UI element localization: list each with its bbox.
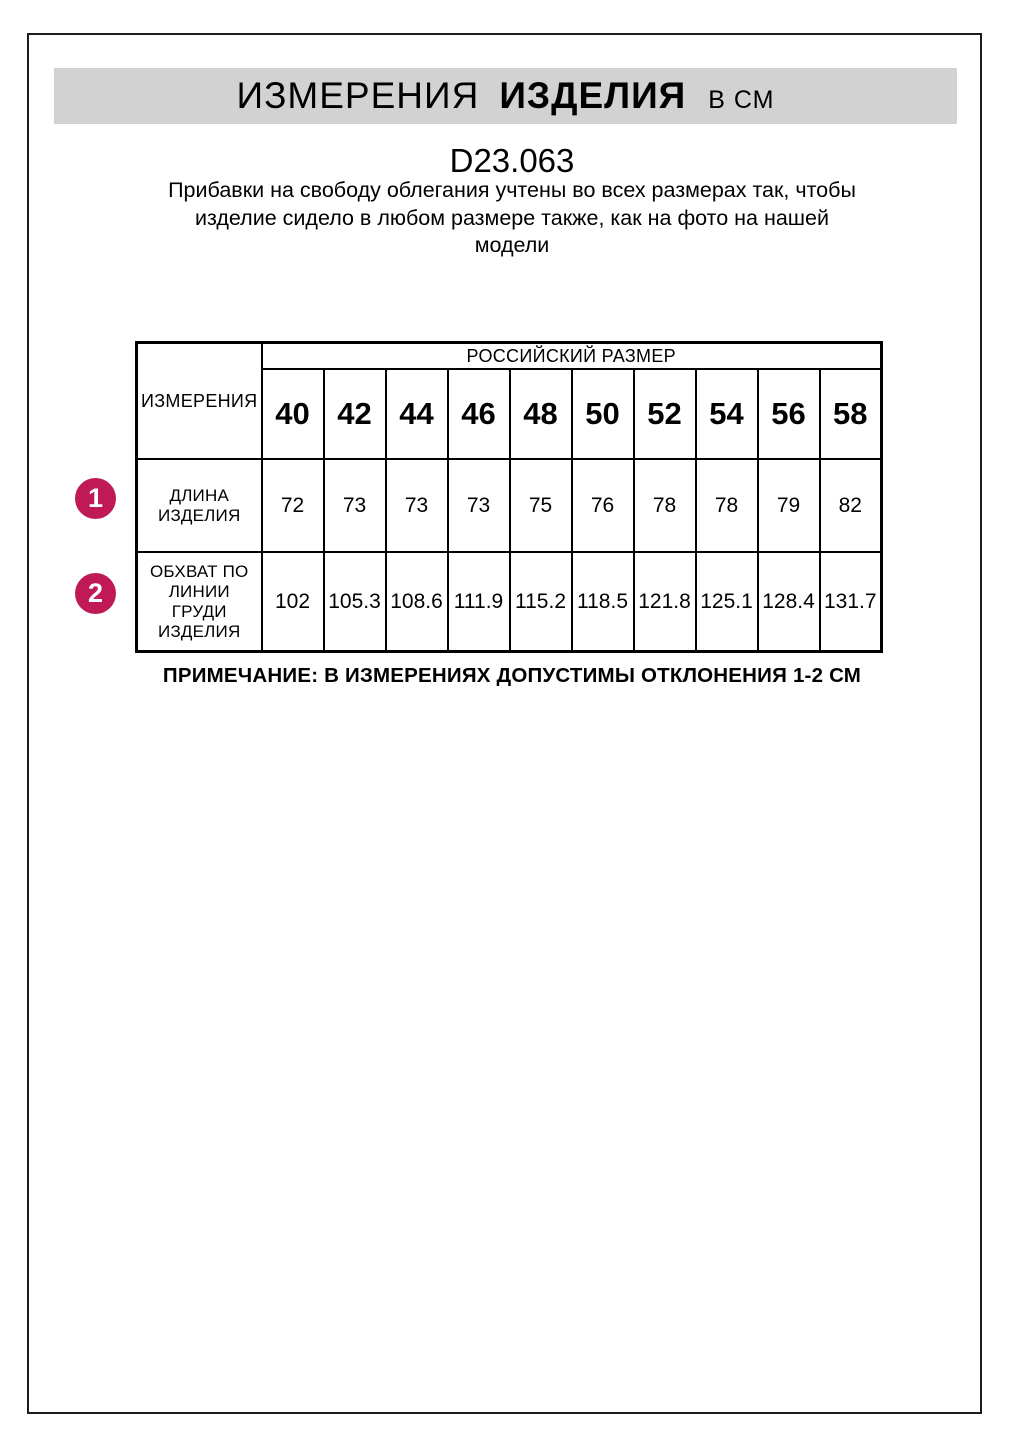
size-header-44: 44 (386, 369, 448, 459)
size-header-56: 56 (758, 369, 820, 459)
fit-description-line: модели (474, 233, 550, 257)
russian-size-header: РОССИЙСКИЙ РАЗМЕР (262, 343, 882, 370)
title-word-measurements: ИЗМЕРЕНИЯ (236, 75, 480, 116)
size-header-42: 42 (324, 369, 386, 459)
size-header-50: 50 (572, 369, 634, 459)
value-cell: 79 (758, 459, 820, 552)
size-header-46: 46 (448, 369, 510, 459)
value-cell: 105.3 (324, 552, 386, 652)
table-row-length (137, 459, 882, 552)
table-row-chest-girth (137, 552, 882, 652)
size-header-48: 48 (510, 369, 572, 459)
tolerance-note: ПРИМЕЧАНИЕ: В ИЗМЕРЕНИЯХ ДОПУСТИМЫ ОТКЛОНЕНИЯ 1-2 СМ (162, 664, 862, 687)
value-cell: 73 (386, 459, 448, 552)
title-bar (54, 68, 957, 124)
value-cell: 82 (820, 459, 882, 552)
title-unit-cm: В СМ (708, 86, 775, 114)
value-cell: 78 (634, 459, 696, 552)
value-cell: 72 (262, 459, 324, 552)
fit-description-line: Прибавки на свободу облегания учтены во всех размерах так, чтобы (168, 178, 856, 202)
value-cell: 78 (696, 459, 758, 552)
value-cell: 75 (510, 459, 572, 552)
value-cell: 115.2 (510, 552, 572, 652)
model-code: D23.063 (449, 142, 575, 179)
title-word-product: ИЗДЕЛИЯ (499, 75, 687, 116)
row-label-chest-girth (137, 552, 262, 652)
table-corner-header: ИЗМЕРЕНИЯ (137, 343, 262, 460)
fit-description (0, 177, 1024, 260)
row-label-line: ИЗДЕЛИЯ (158, 505, 241, 525)
row-label-line: ГРУДИ (171, 601, 227, 621)
size-header-58: 58 (820, 369, 882, 459)
row-label-length (137, 459, 262, 552)
size-table (135, 341, 883, 653)
value-cell: 73 (324, 459, 386, 552)
value-cell: 108.6 (386, 552, 448, 652)
size-header-52: 52 (634, 369, 696, 459)
value-cell: 111.9 (448, 552, 510, 652)
row-label-line: ДЛИНА (169, 485, 229, 505)
value-cell: 125.1 (696, 552, 758, 652)
row-marker-1: 1 (75, 478, 116, 519)
row-label-line: ЛИНИИ (168, 581, 230, 601)
row-marker-2: 2 (75, 573, 116, 614)
value-cell: 131.7 (820, 552, 882, 652)
value-cell: 121.8 (634, 552, 696, 652)
value-cell: 76 (572, 459, 634, 552)
value-cell: 73 (448, 459, 510, 552)
value-cell: 128.4 (758, 552, 820, 652)
row-label-line: ИЗДЕЛИЯ (158, 621, 241, 641)
row-label-line: ОБХВАТ ПО (150, 561, 249, 581)
value-cell: 118.5 (572, 552, 634, 652)
group-header-row (137, 343, 882, 370)
value-cell: 102 (262, 552, 324, 652)
size-header-54: 54 (696, 369, 758, 459)
size-header-40: 40 (262, 369, 324, 459)
fit-description-line: изделие сидело в любом размере также, как на фото на нашей (194, 205, 830, 230)
